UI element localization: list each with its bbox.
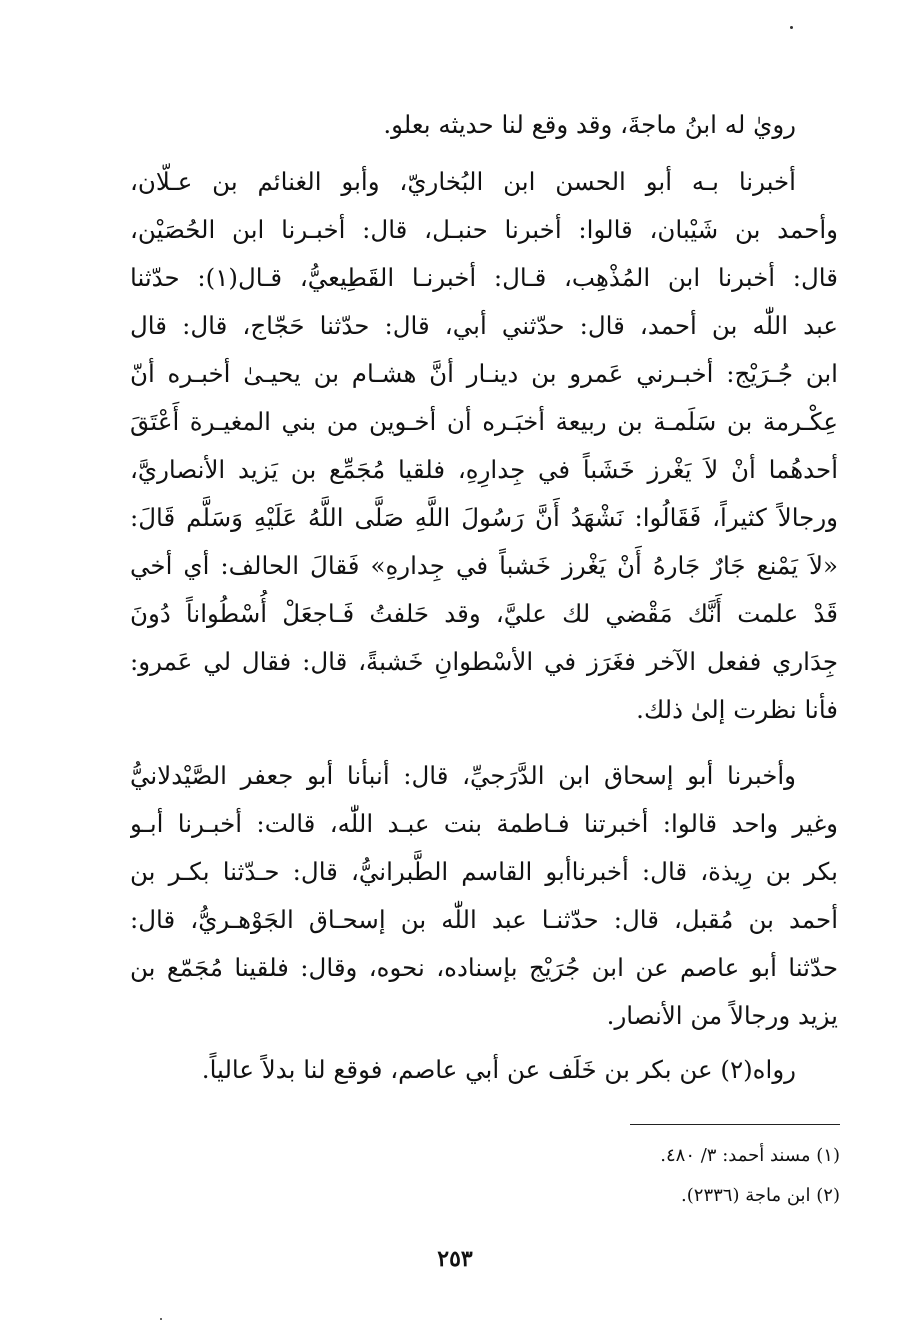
footnote-2: (٢) ابن ماجة (٢٣٣٦). [681,1185,840,1206]
text-line: أحدهُما أنْ لاَ يَغْرز خَشَباً في جِدارِهِ، فلقيا مُجَمِّع بن يَزيد الأنصاريَّ، [130,455,838,484]
text-line: فأنا نظرت إلىٰ ذلك. [636,695,838,724]
paragraph-4 [130,1046,838,1094]
footnotes [450,1136,840,1216]
text-line: أخبرنا بـه أبو الحسن ابن البُخاريّ، وأبو الغنائم بن عـلّان، [130,167,796,196]
footnote-separator [630,1124,840,1125]
footnote-1: (١) مسند أحمد: ٣/ ٤٨٠. [660,1145,840,1166]
text-line: قَدْ علمت أَنَّك مَقْضي لك عليَّ، وقد حَلفتُ فَـاجعَلْ أُسْطُواناً دُونَ [130,599,838,628]
text-line: رواه(٢) عن بكر بن خَلَف عن أبي عاصم، فوقع لنا بدلاً عالياً. [201,1055,796,1084]
text-line: يزيد ورجالاً من الأنصار. [606,1001,838,1030]
text-line: أحمد بن مُقبل، قال: حدّثنـا عبد اللّٰه بن إسحـاق الجَوْهـريُّ، قال: [130,905,838,934]
text-line: وأخبرنا أبو إسحاق ابن الدَّرَجيِّ، قال: أنبأنا أبو جعفر الصَّيْدلانيُّ [130,761,796,790]
paragraph-2 [130,158,838,734]
paragraph-1 [130,101,838,149]
text-line: وغير واحد قالوا: أخبرتنا فـاطمة بنت عبـد اللّٰه، قالت: أخبـرنا أبـو [130,809,838,838]
text-line: عبد اللّٰه بن أحمد، قال: حدّثني أبي، قال: حدّثنا حَجّاج، قال: قال [130,311,838,340]
text-line: جِدَاري ففعل الآخر فغَرَز في الأسْطوانِ خَشبةً، قال: فقال لي عَمرو: [130,647,838,676]
text-line: قال: أخبرنا ابن المُذْهِب، قـال: أخبرنـا القَطِيعيُّ، قـال(١): حدّثنا [130,263,838,292]
text-line: وأحمد بن شَيْبان، قالوا: أخبرنا حنبـل، قال: أخبـرنا ابن الحُصَيْن، [130,215,838,244]
text-line: حدّثنا أبو عاصم عن ابن جُرَيْج بإسناده، نحوه، وقال: فلقينا مُجَمّع بن [130,953,838,982]
text-line: رويٰ له ابنُ ماجةَ، وقد وقع لنا حديثه بعلو. [383,110,796,139]
text-line: ابن جُـرَيْج: أخبـرني عَمرو بن دينـار أنَّ هشـام بن يحيـىٰ أخبـره أنّ [130,359,838,388]
page-number: ٢٥٣ [437,1246,473,1272]
text-line: بكر بن رِيذة، قال: أخبرناأبو القاسم الطَّبرانيُّ، قال: حـدّثنا بكـر بن [130,857,838,886]
scan-speck [790,26,793,29]
text-line: ورجالاً كثيراً، فَقَالُوا: نَشْهَدُ أَنَّ رَسُولَ اللَّهِ صَلَّى اللَّهُ عَلَيْهِ وَسَلَّم قَالَ: [130,503,838,532]
text-line: «لاَ يَمْنع جَارٌ جَارهُ أَنْ يَغْرز خَشباً في جِدارهِ» فَقالَ الحالف: أي أخي [130,551,838,580]
text-line: عِكْـرمة بن سَلَمـة بن ربيعة أخبَـره أن أخـوين من بني المغيـرة أَعْتَقَ [130,407,838,436]
paragraph-3 [130,752,838,1040]
scan-speck [160,1318,162,1320]
